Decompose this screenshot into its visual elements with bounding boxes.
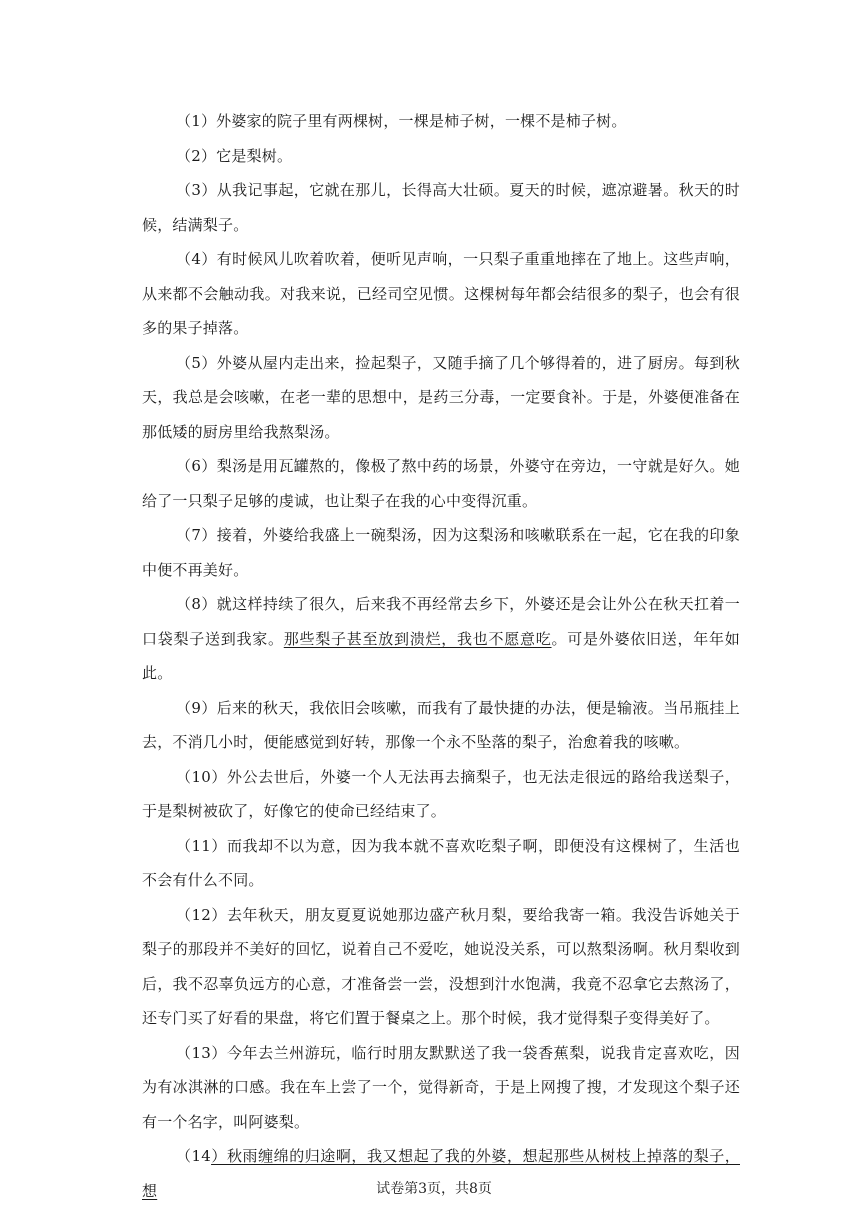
paragraph-8 [142,587,740,691]
paragraph-11: （11）而我却不以为意，因为我本就不喜欢吃梨子啊，即便没有这棵树了，生活也不会有什么不同。 [142,836,740,889]
paragraph-3: （3）从我记事起，它就在那儿，长得高大壮硕。夏天的时候，遮凉避暑。秋天的时候，结满梨子。 [142,181,740,234]
paragraph-12: （12）去年秋天，朋友夏夏说她那边盛产秋月梨，要给我寄一箱。我没告诉她关于梨子的那段并不美好的回忆，说着自己不爱吃，她说没关系，可以熬梨汤啊。秋月梨收到后，我不忍辜负远方的心意，才准备尝一尝，没想到汁水饱满，我竟不忍拿它去熬汤了，还专门买了好看的果盘，将它们置于餐桌之上。那个时候，我才觉得梨子变得美好了。 [142,905,740,1027]
paragraph-7: （7）接着，外婆给我盛上一碗梨汤，因为这梨汤和咳嗽联系在一起，它在我的印象中便不再美好。 [142,526,740,579]
paragraph-6: （6）梨汤是用瓦罐熬的，像极了熬中药的场景，外婆守在旁边，一守就是好久。她给了一只梨子足够的虔诚，也让梨子在我的心中变得沉重。 [142,457,740,510]
paragraph-9: （9）后来的秋天，我依旧会咳嗽，而我有了最快捷的办法，便是输液。当吊瓶挂上去，不消几小时，便能感觉到好转，那像一个永不坠落的梨子，治愈着我的咳嗽。 [142,698,740,751]
passage [142,104,740,1208]
paragraph-14-lead: （14 [176,1147,212,1165]
paragraph-8-tail: 。可是外婆依旧送，年年如此。 [142,629,740,682]
page-footer: 试卷第3页，共8页 [376,1181,492,1197]
underlined-sentence: ）秋雨缠绵的归途啊，我又想起了我的外婆，想起那些从树枝上掉落的梨子，想 [142,1147,740,1200]
paragraph-2: （2）它是梨树。 [176,146,293,165]
paragraph-13: （13）今年去兰州游玩，临行时朋友默默送了我一袋香蕉梨，说我肯定喜欢吃，因为有冰淇淋的口感。我在车上尝了一个，觉得新奇，于是上网搜了搜，才发现这个梨子还有一个名字，叫阿婆梨。 [142,1043,740,1131]
paragraph-1: （1）外婆家的院子里有两棵树，一棵是柿子树，一棵不是柿子树。 [176,112,627,130]
underlined-sentence: 那些梨子甚至放到溃烂，我也不愿意吃 [283,629,552,648]
paragraph-5: （5）外婆从屋内走出来，捡起梨子，又随手摘了几个够得着的，进了厨房。每到秋天，我总是会咳嗽，在老一辈的思想中，是药三分毒，一定要食补。于是，外婆便准备在那低矮的厨房里给我熬梨汤。 [142,353,740,441]
paragraph-8-lead: （8）就这样持续了很久，后来我不再经常去乡下，外婆还是会让外公在秋天扛着一口袋梨子送到我家。 [142,595,740,648]
paragraph-4: （4）有时候风儿吹着吹着，便听见声响，一只梨子重重地摔在了地上。这些声响，从来都不会触动我。对我来说，已经司空见惯。这棵树每年都会结很多的梨子，也会有很多的果子掉落。 [142,250,740,337]
paragraph-10: （10）外公去世后，外婆一个人无法再去摘梨子，也无法走很远的路给我送梨子，于是梨树被砍了，好像它的使命已经结束了。 [142,767,740,820]
